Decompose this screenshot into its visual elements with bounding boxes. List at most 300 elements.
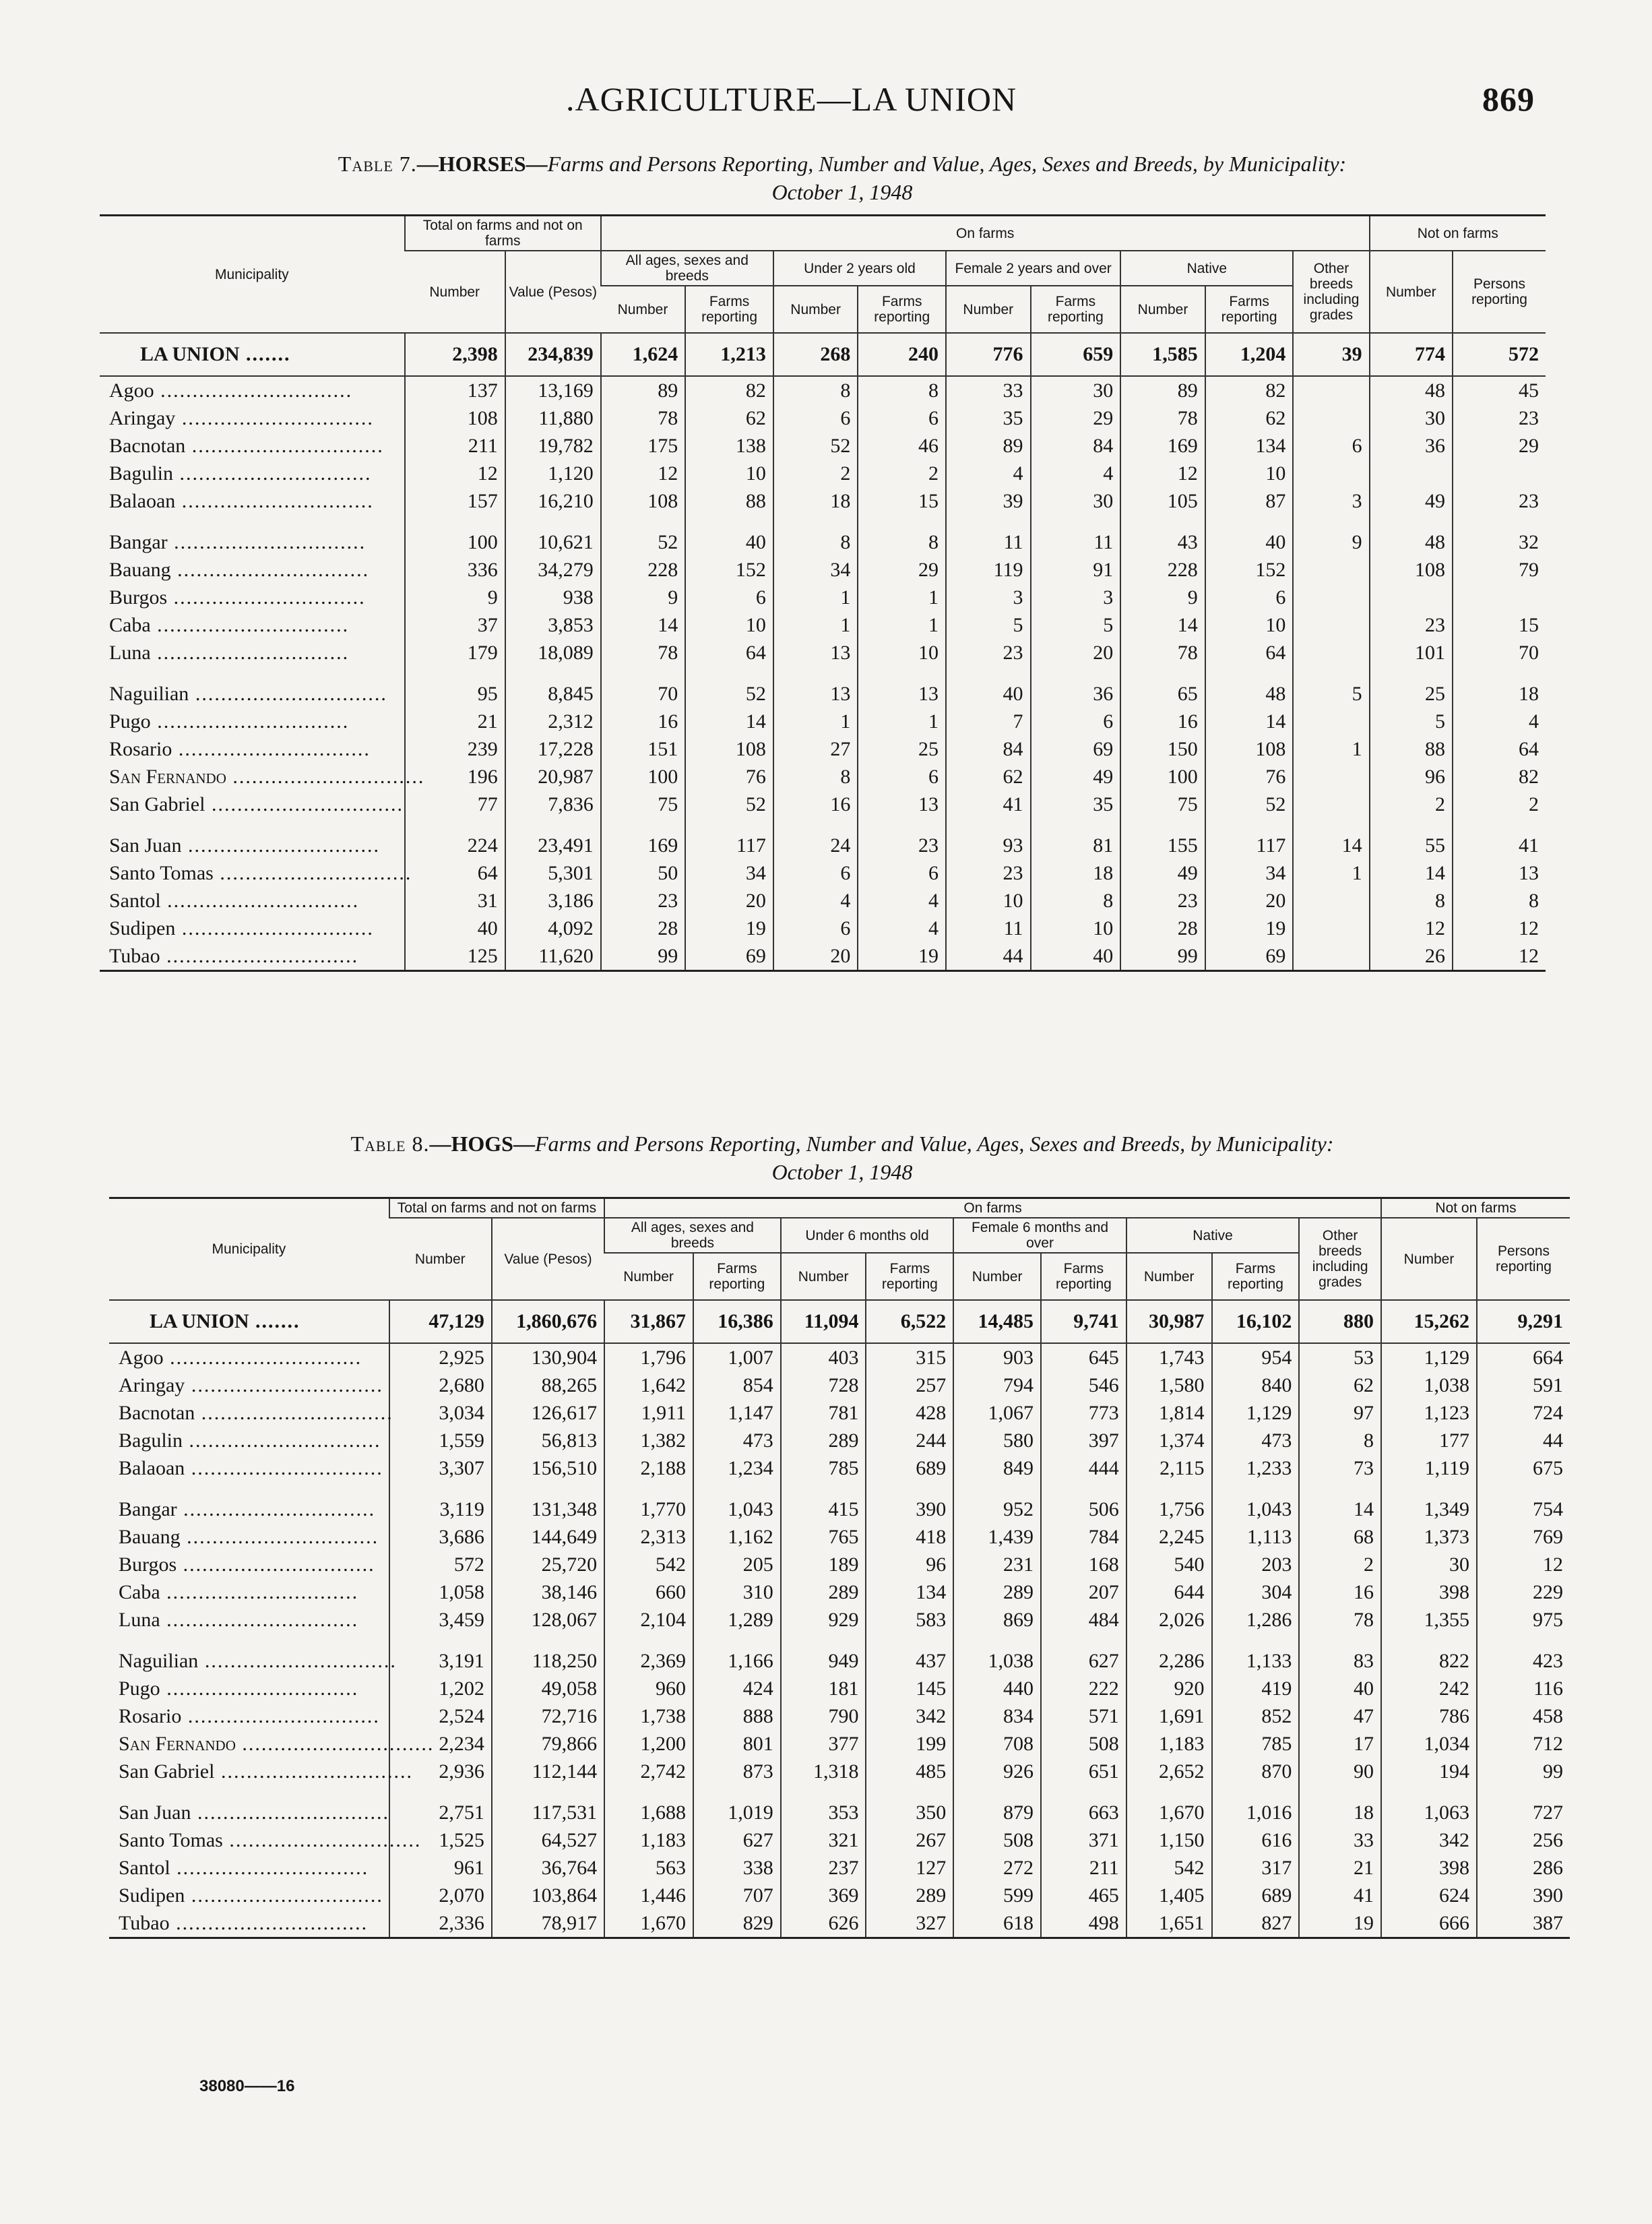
value-cell: 23	[1453, 487, 1546, 515]
number-header: Number	[1381, 1218, 1477, 1300]
value-cell: 2,742	[604, 1758, 693, 1785]
value-cell: 473	[693, 1427, 781, 1454]
municipality-cell: Sudipen ..............................	[109, 917, 374, 939]
not-on-farms-header: Not on farms	[1370, 216, 1546, 251]
value-cell: 11,880	[505, 404, 601, 432]
value-cell: 224	[405, 832, 505, 859]
value-cell: 1,234	[693, 1454, 781, 1482]
value-cell: 14	[685, 708, 773, 735]
value-cell: 1,067	[953, 1399, 1041, 1427]
table-row	[109, 1854, 1570, 1882]
value-cell: 659	[1031, 333, 1121, 376]
value-cell: 69	[1205, 942, 1294, 971]
value-cell: 15,262	[1381, 1300, 1477, 1343]
value-cell: 28	[601, 915, 686, 942]
row-group-spacer	[100, 818, 1546, 832]
number-header: Number	[604, 1253, 693, 1300]
value-cell: 145	[866, 1675, 953, 1702]
table-row	[109, 1647, 1570, 1675]
value-cell: 1,670	[604, 1909, 693, 1938]
value-cell: 99	[1120, 942, 1205, 971]
value-cell: 926	[953, 1758, 1041, 1785]
value-cell: 40	[1205, 528, 1294, 556]
value-cell: 40	[1299, 1675, 1381, 1702]
value-cell: 84	[946, 735, 1031, 763]
value-cell	[1293, 639, 1369, 667]
municipality-name: Pugo	[109, 710, 151, 733]
value-cell: 776	[946, 333, 1031, 376]
value-cell: 2,104	[604, 1606, 693, 1634]
value-cell: 1,349	[1381, 1495, 1477, 1523]
value-cell: 52	[601, 528, 686, 556]
table-row	[109, 1675, 1570, 1702]
municipality-cell: Agoo ..............................	[119, 1346, 362, 1369]
value-cell: 1,133	[1212, 1647, 1300, 1675]
value-cell: 2,925	[389, 1343, 492, 1371]
value-cell: 880	[1299, 1300, 1381, 1343]
value-cell: 1,796	[604, 1343, 693, 1371]
value-cell: 181	[781, 1675, 866, 1702]
municipality-cell: Agoo ..............................	[109, 379, 353, 402]
value-cell: 8	[773, 528, 858, 556]
value-cell: 62	[1205, 404, 1294, 432]
value-cell: 1,289	[693, 1606, 781, 1634]
value-cell: 8	[858, 528, 946, 556]
value-cell: 52	[1205, 791, 1294, 818]
value-cell: 69	[1031, 735, 1121, 763]
value-cell: 1,019	[693, 1799, 781, 1826]
municipality-name: Burgos	[109, 586, 168, 609]
value-cell: 12	[601, 460, 686, 487]
municipality-name: Bagulin	[109, 462, 173, 485]
value-cell: 16	[773, 791, 858, 818]
value-cell: 30	[1370, 404, 1453, 432]
value-cell: 342	[866, 1702, 953, 1730]
table-row	[109, 1730, 1570, 1758]
value-cell: 240	[858, 333, 946, 376]
value-cell: 2,680	[389, 1371, 492, 1399]
value-cell: 5	[1370, 708, 1453, 735]
value-cell: 62	[946, 763, 1031, 791]
table-row	[100, 556, 1546, 584]
value-cell: 1,200	[604, 1730, 693, 1758]
value-cell: 2	[1453, 791, 1546, 818]
value-cell: 708	[953, 1730, 1041, 1758]
value-cell: 1,405	[1126, 1882, 1212, 1909]
value-cell: 304	[1212, 1578, 1300, 1606]
table-row	[100, 763, 1546, 791]
value-cell: 108	[1205, 735, 1294, 763]
table7-subject: —HORSES—	[416, 152, 548, 176]
value-cell: 371	[1041, 1826, 1126, 1854]
value-cell: 1,113	[1212, 1523, 1300, 1551]
municipality-cell: Balaoan ..............................	[109, 489, 374, 512]
value-cell: 920	[1126, 1675, 1212, 1702]
value-cell: 45	[1453, 376, 1546, 404]
value-cell: 177	[1381, 1427, 1477, 1454]
value-cell: 1,058	[389, 1578, 492, 1606]
value-cell: 117	[1205, 832, 1294, 859]
value-cell: 11	[946, 528, 1031, 556]
farms-reporting-header: Farms reporting	[1205, 286, 1294, 333]
value-cell: 9	[601, 584, 686, 611]
farms-reporting-header: Farms reporting	[858, 286, 946, 333]
value-cell: 23	[946, 859, 1031, 887]
table-row	[109, 1758, 1570, 1785]
value-cell: 25,720	[492, 1551, 604, 1578]
value-cell: 156,510	[492, 1454, 604, 1482]
table-row	[109, 1702, 1570, 1730]
value-cell: 546	[1041, 1371, 1126, 1399]
value-cell: 175	[601, 432, 686, 460]
value-cell: 70	[601, 680, 686, 708]
table7-caption-text: Farms and Persons Reporting, Number and Value, Ages, Sexes and Breeds, by Municipality:	[547, 152, 1347, 176]
value-cell: 3,459	[389, 1606, 492, 1634]
value-cell: 130,904	[492, 1343, 604, 1371]
municipality-name: San Gabriel	[109, 793, 205, 815]
value-cell: 1,034	[1381, 1730, 1477, 1758]
on-farms-header: On farms	[604, 1198, 1381, 1218]
value-cell: 350	[866, 1799, 953, 1826]
value-cell: 11,094	[781, 1300, 866, 1343]
municipality-name: Santol	[109, 889, 161, 912]
table-row	[100, 376, 1546, 404]
value-cell: 1,382	[604, 1427, 693, 1454]
value-cell: 36,764	[492, 1854, 604, 1882]
value-cell: 336	[405, 556, 505, 584]
value-cell: 23	[858, 832, 946, 859]
municipality-cell: Tubao ..............................	[109, 944, 359, 967]
value-cell: 82	[1205, 376, 1294, 404]
value-cell: 1,123	[1381, 1399, 1477, 1427]
value-cell: 1,374	[1126, 1427, 1212, 1454]
table-row	[109, 1551, 1570, 1578]
row-group-spacer	[109, 1785, 1570, 1799]
table-row	[109, 1523, 1570, 1551]
value-cell: 870	[1212, 1758, 1300, 1785]
value-cell: 1,150	[1126, 1826, 1212, 1854]
value-cell: 784	[1041, 1523, 1126, 1551]
value-cell: 211	[405, 432, 505, 460]
value-cell: 781	[781, 1399, 866, 1427]
value-cell: 1,373	[1381, 1523, 1477, 1551]
farms-reporting-header: Farms reporting	[693, 1253, 781, 1300]
table-row	[100, 639, 1546, 667]
value-cell: 3,686	[389, 1523, 492, 1551]
value-cell: 4	[773, 887, 858, 915]
value-cell: 29	[1453, 432, 1546, 460]
value-cell: 199	[866, 1730, 953, 1758]
value-cell: 168	[1041, 1551, 1126, 1578]
value-cell: 712	[1477, 1730, 1570, 1758]
municipality-name: Rosario	[109, 737, 172, 760]
value-cell: 128,067	[492, 1606, 604, 1634]
value-cell: 765	[781, 1523, 866, 1551]
value-cell: 44	[1477, 1427, 1570, 1454]
value-cell: 3	[946, 584, 1031, 611]
value-cell: 6	[1293, 432, 1369, 460]
value-cell: 465	[1041, 1882, 1126, 1909]
value-cell: 8	[773, 376, 858, 404]
value-cell: 852	[1212, 1702, 1300, 1730]
value-cell: 78	[1299, 1606, 1381, 1634]
value-cell: 8	[773, 763, 858, 791]
total-row	[100, 333, 1546, 376]
municipality-name: Luna	[119, 1608, 160, 1631]
value-cell: 3,307	[389, 1454, 492, 1482]
value-cell: 627	[693, 1826, 781, 1854]
value-cell: 353	[781, 1799, 866, 1826]
table-row	[100, 432, 1546, 460]
municipality-name: Caba	[109, 613, 151, 636]
municipality-cell: Santo Tomas ..............................	[119, 1828, 422, 1851]
value-cell: 403	[781, 1343, 866, 1371]
value-cell: 17,228	[505, 735, 601, 763]
value-cell: 34	[773, 556, 858, 584]
value-cell: 78	[1120, 404, 1205, 432]
value-cell: 675	[1477, 1454, 1570, 1482]
value-cell: 108	[685, 735, 773, 763]
value-cell: 38,146	[492, 1578, 604, 1606]
table-row	[100, 832, 1546, 859]
value-cell: 100	[405, 528, 505, 556]
value-cell: 25	[858, 735, 946, 763]
value-cell: 20,987	[505, 763, 601, 791]
value-cell: 89	[1120, 376, 1205, 404]
value-cell: 157	[405, 487, 505, 515]
value-cell: 4,092	[505, 915, 601, 942]
municipality-name: LA UNION	[140, 343, 240, 365]
value-cell: 854	[693, 1371, 781, 1399]
municipality-name: Aringay	[119, 1373, 185, 1396]
value-cell: 50	[601, 859, 686, 887]
group-header: Female 2 years and over	[946, 251, 1120, 286]
value-cell: 16,210	[505, 487, 601, 515]
value-cell: 11,620	[505, 942, 601, 971]
value-cell: 390	[866, 1495, 953, 1523]
value-cell: 9,741	[1041, 1300, 1126, 1343]
value-cell: 498	[1041, 1909, 1126, 1938]
table-row	[100, 708, 1546, 735]
value-cell: 16,386	[693, 1300, 781, 1343]
value-cell: 10	[946, 887, 1031, 915]
value-cell: 82	[1453, 763, 1546, 791]
value-cell: 10	[858, 639, 946, 667]
value-cell: 152	[685, 556, 773, 584]
municipality-cell: Tubao ..............................	[119, 1911, 369, 1934]
value-cell: 437	[866, 1647, 953, 1675]
value-cell: 52	[685, 791, 773, 818]
number-header: Number	[781, 1253, 866, 1300]
running-title: .AGRICULTURE—LA UNION	[566, 80, 1017, 118]
value-cell: 1,063	[1381, 1799, 1477, 1826]
value-cell: 1	[1293, 859, 1369, 887]
value-cell: 949	[781, 1647, 866, 1675]
value-cell: 1,129	[1212, 1399, 1300, 1427]
value-cell: 30	[1031, 376, 1121, 404]
value-cell: 1,204	[1205, 333, 1294, 376]
municipality-name: San Juan	[119, 1801, 191, 1824]
municipality-cell: LA UNION .......	[109, 1300, 389, 1343]
value-cell: 624	[1381, 1882, 1477, 1909]
value-cell: 256	[1477, 1826, 1570, 1854]
value-cell	[1293, 915, 1369, 942]
value-cell: 618	[953, 1909, 1041, 1938]
value-cell: 2,026	[1126, 1606, 1212, 1634]
number-header: Number	[1126, 1253, 1212, 1300]
municipality-cell: Santol ..............................	[119, 1856, 369, 1879]
value-cell: 20	[1031, 639, 1121, 667]
value-cell: 207	[1041, 1578, 1126, 1606]
value-cell: 23	[1453, 404, 1546, 432]
value-cell: 34	[1205, 859, 1294, 887]
value-cell: 49,058	[492, 1675, 604, 1702]
municipality-name: Bangar	[109, 530, 168, 553]
value-cell: 28	[1120, 915, 1205, 942]
value-cell: 1,043	[693, 1495, 781, 1523]
value-cell: 72,716	[492, 1702, 604, 1730]
value-cell: 626	[781, 1909, 866, 1938]
value-cell: 39	[946, 487, 1031, 515]
value-cell: 65	[1120, 680, 1205, 708]
value-cell: 108	[601, 487, 686, 515]
municipality-name: Santol	[119, 1856, 170, 1879]
value-cell: 8	[1453, 887, 1546, 915]
value-cell: 35	[1031, 791, 1121, 818]
value-cell: 64	[1453, 735, 1546, 763]
value-cell: 6	[858, 763, 946, 791]
table-row	[109, 1826, 1570, 1854]
value-header: Value (Pesos)	[492, 1218, 604, 1300]
value-cell: 267	[866, 1826, 953, 1854]
value-cell: 23	[1370, 611, 1453, 639]
value-cell: 540	[1126, 1551, 1212, 1578]
municipality-name: Sudipen	[109, 917, 176, 939]
value-cell: 473	[1212, 1427, 1300, 1454]
value-cell: 3,191	[389, 1647, 492, 1675]
farms-reporting-header: Farms reporting	[866, 1253, 953, 1300]
value-cell	[1293, 376, 1369, 404]
table-row	[109, 1495, 1570, 1523]
table-row	[100, 404, 1546, 432]
table-row	[109, 1799, 1570, 1826]
value-cell: 47,129	[389, 1300, 492, 1343]
value-cell: 228	[601, 556, 686, 584]
value-cell: 41	[1453, 832, 1546, 859]
table-row	[100, 942, 1546, 971]
value-cell: 12	[1477, 1551, 1570, 1578]
value-cell: 257	[866, 1371, 953, 1399]
value-cell: 1	[773, 611, 858, 639]
value-cell: 137	[405, 376, 505, 404]
value-cell: 6	[773, 404, 858, 432]
value-cell: 239	[405, 735, 505, 763]
value-cell: 774	[1370, 333, 1453, 376]
value-cell: 508	[1041, 1730, 1126, 1758]
municipality-cell: San Fernando ..............................	[119, 1732, 435, 1755]
value-cell: 2,398	[405, 333, 505, 376]
value-cell: 423	[1477, 1647, 1570, 1675]
value-cell: 834	[953, 1702, 1041, 1730]
value-cell: 84	[1031, 432, 1121, 460]
value-cell: 342	[1381, 1826, 1477, 1854]
value-cell: 30,987	[1126, 1300, 1212, 1343]
value-cell: 3,853	[505, 611, 601, 639]
value-cell: 21	[405, 708, 505, 735]
value-cell: 2,234	[389, 1730, 492, 1758]
value-cell: 52	[685, 680, 773, 708]
value-cell	[1370, 460, 1453, 487]
value-cell: 8,845	[505, 680, 601, 708]
value-cell: 19	[1299, 1909, 1381, 1938]
value-cell: 2,286	[1126, 1647, 1212, 1675]
value-cell: 26	[1370, 942, 1453, 971]
value-cell: 14	[1370, 859, 1453, 887]
value-cell: 1,525	[389, 1826, 492, 1854]
value-cell: 1,183	[1126, 1730, 1212, 1758]
municipality-cell: Pugo ..............................	[109, 710, 350, 733]
value-cell: 24	[773, 832, 858, 859]
value-cell: 99	[1477, 1758, 1570, 1785]
value-cell: 4	[858, 887, 946, 915]
hogs-table-body	[109, 1300, 1570, 1938]
value-cell: 117,531	[492, 1799, 604, 1826]
value-cell: 189	[781, 1551, 866, 1578]
value-cell: 1,911	[604, 1399, 693, 1427]
value-cell: 1,043	[1212, 1495, 1300, 1523]
total-header: Total on farms and not on farms	[389, 1198, 604, 1218]
value-cell: 43	[1120, 528, 1205, 556]
value-cell: 785	[1212, 1730, 1300, 1758]
value-cell: 152	[1205, 556, 1294, 584]
value-cell: 829	[693, 1909, 781, 1938]
value-cell: 4	[858, 915, 946, 942]
value-cell: 179	[405, 639, 505, 667]
value-cell: 272	[953, 1854, 1041, 1882]
table8-caption	[135, 1130, 1550, 1186]
table-row	[100, 791, 1546, 818]
value-cell: 689	[1212, 1882, 1300, 1909]
value-cell: 268	[773, 333, 858, 376]
number-header: Number	[953, 1253, 1041, 1300]
value-cell: 888	[693, 1702, 781, 1730]
value-cell: 3,034	[389, 1399, 492, 1427]
value-cell: 289	[866, 1882, 953, 1909]
value-cell: 1	[858, 611, 946, 639]
value-cell: 16	[1299, 1578, 1381, 1606]
value-cell: 1,318	[781, 1758, 866, 1785]
municipality-cell: San Juan ..............................	[119, 1801, 389, 1824]
value-cell: 144,649	[492, 1523, 604, 1551]
value-cell: 100	[601, 763, 686, 791]
value-cell: 100	[1120, 763, 1205, 791]
value-cell: 321	[781, 1826, 866, 1854]
municipality-cell: Aringay ..............................	[119, 1373, 383, 1396]
municipality-name: Luna	[109, 641, 151, 664]
value-cell: 1,007	[693, 1343, 781, 1371]
value-cell: 1	[1293, 735, 1369, 763]
value-cell: 31	[405, 887, 505, 915]
municipality-cell: San Fernando ..............................	[109, 765, 425, 788]
value-cell: 1,743	[1126, 1343, 1212, 1371]
value-cell: 13	[1453, 859, 1546, 887]
municipality-name: Agoo	[119, 1346, 164, 1369]
value-cell: 41	[1299, 1882, 1381, 1909]
municipality-name: Bauang	[109, 558, 171, 581]
municipality-name: Caba	[119, 1580, 160, 1603]
farms-reporting-header: Farms reporting	[1212, 1253, 1300, 1300]
value-cell: 76	[685, 763, 773, 791]
